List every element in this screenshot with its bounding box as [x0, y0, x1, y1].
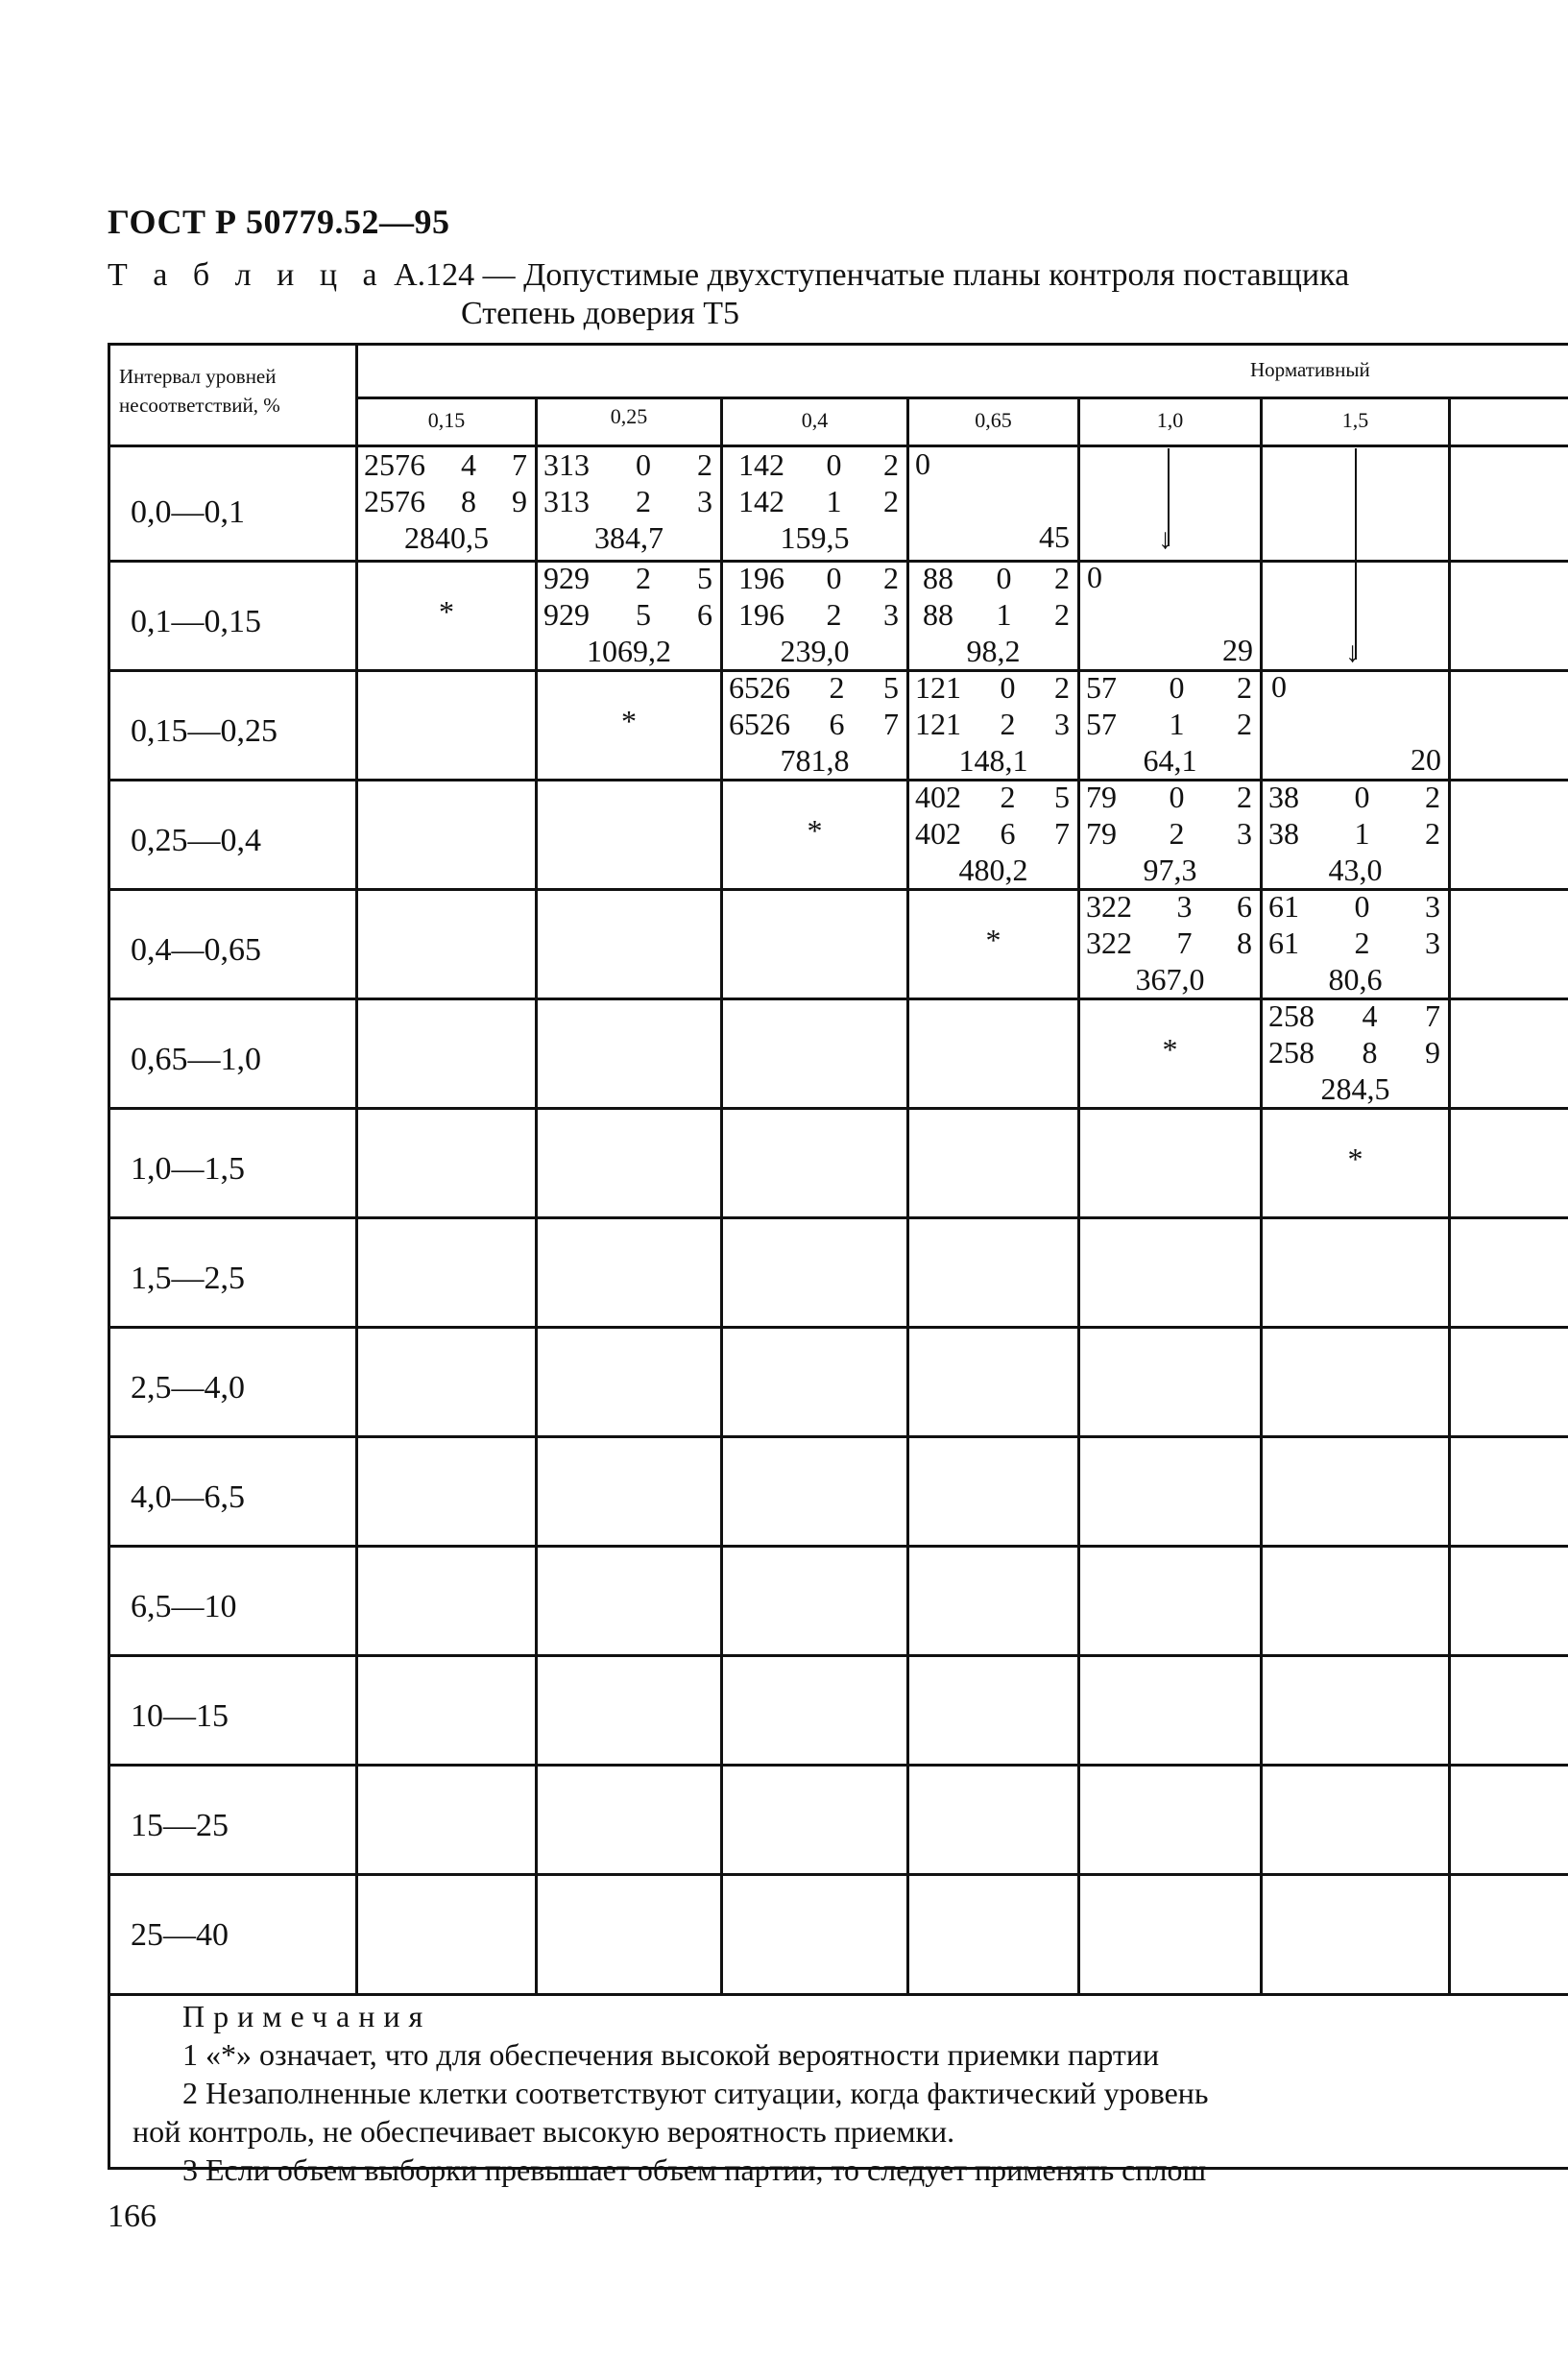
- plan-cell: [1080, 888, 1260, 998]
- table-label: Т а б л и ц а: [108, 257, 386, 293]
- plan-cell: [1080, 669, 1260, 779]
- sample-size: 2576: [364, 484, 425, 518]
- plan-cell: [723, 669, 906, 779]
- plan-total: 384,7: [594, 520, 663, 555]
- rule-rowhdr-sep: [355, 343, 358, 1995]
- sample-size: 258: [1268, 998, 1315, 1033]
- acceptance-number: 8: [461, 484, 476, 518]
- rule-row: [108, 1545, 1568, 1548]
- plan-total: 43,0: [1328, 853, 1383, 887]
- rejection-number: 2: [697, 447, 712, 482]
- sample-size: 313: [543, 484, 590, 518]
- acceptance-number: 1: [1169, 707, 1185, 741]
- plan-total: 148,1: [958, 743, 1028, 778]
- rule-row: [108, 1435, 1568, 1438]
- sample-size: 322: [1086, 889, 1132, 924]
- column-header: 1,5: [1341, 408, 1369, 432]
- acceptance-number: 0: [826, 447, 842, 482]
- plan-cell: [1263, 888, 1448, 998]
- acceptance-number: 2: [826, 597, 842, 632]
- plan-total: 480,2: [958, 853, 1028, 887]
- sample-size: 322: [1086, 926, 1132, 960]
- star-mark: *: [1162, 1032, 1178, 1067]
- acceptance-number: 0: [1169, 670, 1185, 705]
- rule-top: [108, 343, 1568, 346]
- sample-size: 121: [915, 670, 961, 705]
- rejection-number: 8: [1237, 926, 1252, 960]
- rejection-number: 3: [1054, 707, 1070, 741]
- lone-value: 45: [1039, 519, 1070, 554]
- sample-size: 313: [543, 447, 590, 482]
- column-header: 1,0: [1156, 408, 1184, 432]
- plan-total: 781,8: [780, 743, 850, 778]
- acceptance-number: 0: [636, 447, 651, 482]
- rejection-number: 3: [1425, 889, 1440, 924]
- acceptance-number: 2: [829, 670, 845, 705]
- lone-value: 29: [1222, 633, 1253, 667]
- sample-size: 6526: [729, 670, 790, 705]
- rejection-number: 2: [883, 484, 899, 518]
- plan-cell: [1080, 779, 1260, 888]
- sample-size: 196: [738, 561, 784, 595]
- row-label: 25—40: [131, 1917, 229, 1953]
- sample-size: 402: [915, 780, 961, 814]
- row-label: 1,0—1,5: [131, 1151, 245, 1187]
- acceptance-number: 2: [1000, 707, 1016, 741]
- plan-cell: [1263, 998, 1448, 1107]
- plan-total: 367,0: [1135, 962, 1205, 997]
- acceptance-number: 1: [996, 597, 1012, 632]
- acceptance-number: 6: [1000, 816, 1016, 851]
- star-mark: *: [621, 704, 637, 738]
- row-label: 15—25: [131, 1808, 229, 1843]
- sample-size: 121: [915, 707, 961, 741]
- note-2-continuation: ной контроль, не обеспечивает высокую вероятность приемки.: [133, 2114, 955, 2149]
- plan-total: 284,5: [1320, 1071, 1390, 1106]
- note-2: 2 Незаполненные клетки соответствуют ситуации, когда фактический уровень: [182, 2076, 1209, 2110]
- sample-size: 57: [1086, 707, 1117, 741]
- row-label: 1,5—2,5: [131, 1261, 245, 1296]
- plan-cell: [538, 446, 720, 556]
- rule-row: [108, 1873, 1568, 1876]
- plan-cell: [358, 446, 535, 556]
- zero-mark: 0: [915, 446, 930, 481]
- rule-row: [108, 1764, 1568, 1767]
- sample-size: 79: [1086, 780, 1117, 814]
- sample-size: 61: [1268, 889, 1299, 924]
- table-caption-text: А.124 — Допустимые двухступенчатые планы контроля поставщика: [394, 257, 1350, 293]
- table-caption: [108, 257, 1349, 294]
- note-1: 1 «*» означает, что для обеспечения высокой вероятности приемки партии: [182, 2037, 1160, 2072]
- rejection-number: 2: [883, 561, 899, 595]
- row-header-line1: Интервал уровней: [119, 365, 277, 388]
- rejection-number: 2: [1425, 816, 1440, 851]
- acceptance-plans-table: [108, 343, 1568, 2170]
- rejection-number: 7: [512, 447, 527, 482]
- row-header: [119, 362, 280, 420]
- rule-col: [1448, 397, 1451, 1995]
- sample-size: 2576: [364, 447, 425, 482]
- plan-cell: [1263, 779, 1448, 888]
- note-3: 3 Если объем выборки превышает объем партии, то следует применять сплош: [182, 2152, 1207, 2187]
- acceptance-number: 0: [826, 561, 842, 595]
- zero-mark: 0: [1087, 560, 1102, 594]
- table-subcaption: Степень доверия Т5: [461, 296, 740, 331]
- plan-total: 2840,5: [404, 520, 489, 555]
- star-mark: *: [439, 594, 454, 629]
- rule-row: [108, 1654, 1568, 1657]
- acceptance-number: 0: [996, 561, 1012, 595]
- rejection-number: 7: [883, 707, 899, 741]
- plan-cell: [909, 560, 1077, 669]
- rejection-number: 7: [1425, 998, 1440, 1033]
- plan-cell: [538, 560, 720, 669]
- rejection-number: 9: [1425, 1035, 1440, 1070]
- acceptance-number: 2: [636, 484, 651, 518]
- rejection-number: 3: [883, 597, 899, 632]
- rejection-number: 5: [883, 670, 899, 705]
- down-arrow-icon: ↓: [1345, 637, 1360, 668]
- notes-title: Примечания: [182, 1999, 432, 2033]
- acceptance-number: 2: [1354, 926, 1370, 960]
- rejection-number: 5: [1054, 780, 1070, 814]
- plan-cell: [909, 669, 1077, 779]
- plan-total: 159,5: [780, 520, 850, 555]
- sample-size: 142: [738, 447, 784, 482]
- rejection-number: 3: [1237, 816, 1252, 851]
- sample-size: 196: [738, 597, 784, 632]
- star-mark: *: [985, 923, 1001, 957]
- rejection-number: 7: [1054, 816, 1070, 851]
- rejection-number: 2: [1054, 561, 1070, 595]
- sample-size: 79: [1086, 816, 1117, 851]
- down-arrow-icon: ↓: [1158, 523, 1172, 555]
- rule-col: [1260, 397, 1263, 1995]
- rejection-number: 2: [1237, 707, 1252, 741]
- rule-left: [108, 343, 110, 2170]
- sample-size: 57: [1086, 670, 1117, 705]
- rejection-number: 2: [1237, 670, 1252, 705]
- rejection-number: 6: [697, 597, 712, 632]
- sample-size: 142: [738, 484, 784, 518]
- rule-row: [108, 1216, 1568, 1219]
- rejection-number: 3: [1425, 926, 1440, 960]
- sample-size: 88: [923, 561, 953, 595]
- rule-row: [108, 1107, 1568, 1110]
- star-mark: *: [1347, 1142, 1363, 1176]
- acceptance-number: 6: [829, 707, 845, 741]
- rejection-number: 2: [1425, 780, 1440, 814]
- rejection-number: 2: [1054, 597, 1070, 632]
- acceptance-number: 1: [1354, 816, 1370, 851]
- row-label: 0,65—1,0: [131, 1042, 261, 1077]
- plan-total: 97,3: [1143, 853, 1197, 887]
- plan-cell: [723, 560, 906, 669]
- sample-size: 6526: [729, 707, 790, 741]
- acceptance-number: 1: [826, 484, 842, 518]
- sample-size: 929: [543, 597, 590, 632]
- acceptance-number: 0: [1000, 670, 1016, 705]
- lone-value: 20: [1411, 742, 1441, 777]
- plan-total: 1069,2: [587, 634, 671, 668]
- rule-row: [108, 1326, 1568, 1329]
- rejection-number: 2: [1237, 780, 1252, 814]
- row-label: 6,5—10: [131, 1589, 237, 1624]
- acceptance-number: 5: [636, 597, 651, 632]
- acceptance-number: 4: [461, 447, 476, 482]
- row-label: 0,1—0,15: [131, 604, 261, 639]
- sample-size: 38: [1268, 816, 1299, 851]
- zero-mark: 0: [1271, 669, 1287, 704]
- plan-total: 64,1: [1143, 743, 1197, 778]
- row-label: 10—15: [131, 1698, 229, 1734]
- plan-total: 80,6: [1328, 962, 1383, 997]
- page-number: 166: [108, 2199, 157, 2234]
- sample-size: 38: [1268, 780, 1299, 814]
- sample-size: 929: [543, 561, 590, 595]
- sample-size: 258: [1268, 1035, 1315, 1070]
- rule-colhdr: [357, 397, 1568, 399]
- sample-size: 61: [1268, 926, 1299, 960]
- rejection-number: 2: [1054, 670, 1070, 705]
- row-header-line2: несоответствий, %: [119, 394, 280, 417]
- plan-cell: [723, 446, 906, 556]
- rejection-number: 9: [512, 484, 527, 518]
- row-label: 4,0—6,5: [131, 1479, 245, 1515]
- column-header: 0,25: [610, 404, 648, 428]
- rejection-number: 2: [883, 447, 899, 482]
- plan-total: 98,2: [966, 634, 1021, 668]
- plan-total: 239,0: [780, 634, 850, 668]
- rejection-number: 5: [697, 561, 712, 595]
- acceptance-number: 4: [1362, 998, 1378, 1033]
- acceptance-number: 0: [1169, 780, 1185, 814]
- star-mark: *: [807, 813, 823, 848]
- row-label: 0,4—0,65: [131, 932, 261, 968]
- column-header: 0,15: [427, 408, 466, 432]
- sample-size: 402: [915, 816, 961, 851]
- row-label: 2,5—4,0: [131, 1370, 245, 1406]
- row-label: 0,25—0,4: [131, 823, 261, 858]
- group-header: Нормативный: [1250, 358, 1370, 381]
- column-header: 0,4: [801, 408, 829, 432]
- acceptance-number: 0: [1354, 780, 1370, 814]
- sample-size: 88: [923, 597, 953, 632]
- document-code: ГОСТ Р 50779.52—95: [108, 203, 450, 241]
- acceptance-number: 2: [1000, 780, 1016, 814]
- row-label: 0,0—0,1: [131, 494, 245, 530]
- rejection-number: 3: [697, 484, 712, 518]
- rejection-number: 6: [1237, 889, 1252, 924]
- acceptance-number: 0: [1354, 889, 1370, 924]
- acceptance-number: 7: [1176, 926, 1193, 960]
- acceptance-number: 2: [636, 561, 651, 595]
- column-header: 0,65: [975, 408, 1012, 432]
- row-label: 0,15—0,25: [131, 713, 277, 749]
- plan-cell: [909, 779, 1077, 888]
- table-notes: [108, 1997, 1568, 2189]
- rule-table-bottom: [108, 1993, 1568, 1996]
- acceptance-number: 2: [1169, 816, 1185, 851]
- acceptance-number: 3: [1176, 889, 1193, 924]
- arrow-line: [1355, 448, 1357, 660]
- acceptance-number: 8: [1362, 1035, 1378, 1070]
